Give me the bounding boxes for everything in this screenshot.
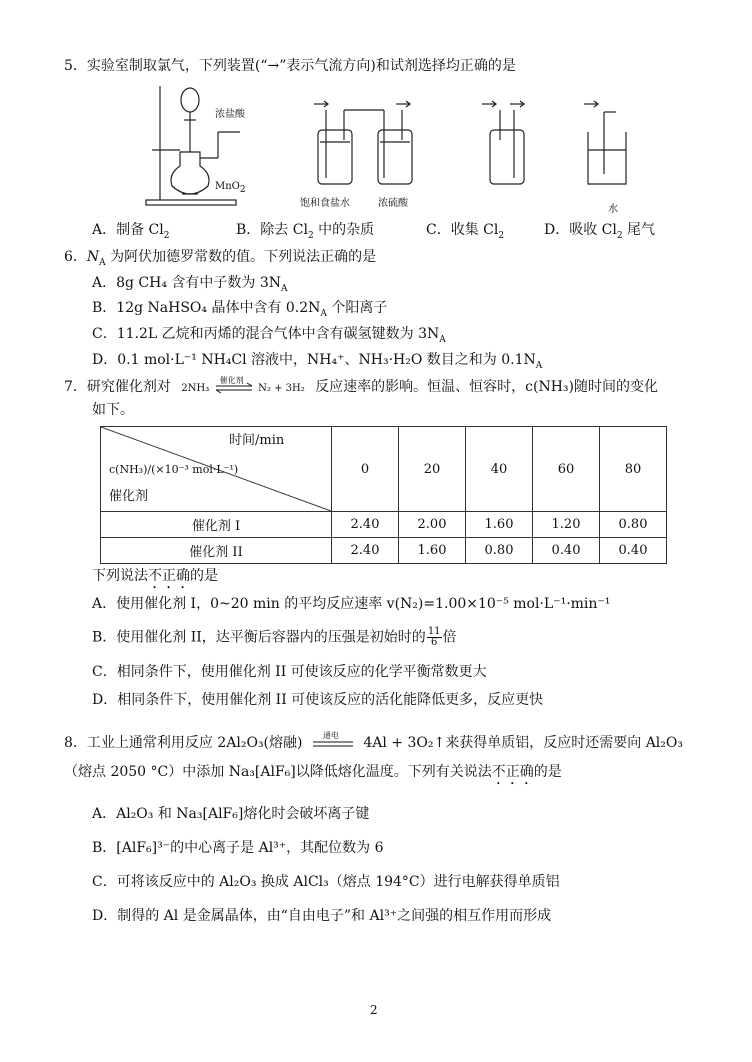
q7-question: 下列说法不正确的是 (92, 568, 218, 584)
cell: 0.40 (600, 538, 667, 564)
q6-option-c: C．11.2L 乙烷和丙烯的混合气体中含有碳氢键数为 $3N_A$ (92, 326, 446, 345)
row-label: 催化剂 II (101, 538, 332, 564)
q7-stem: 7．研究催化剂对 2NH₃ 催化剂 N₂ + 3H₂ 反应速率的影响。恒温、恒容时，c(NH₃)随时间的变化 (64, 376, 659, 395)
cell: 1.20 (533, 512, 600, 538)
q6-option-b: B．12g NaHSO₄ 晶体中含有 $0.2N_A$ 个阳离子 (92, 300, 388, 319)
time-header: 40 (466, 427, 533, 512)
q8-option-a: A．Al₂O₃ 和 Na₃[AlF₆]熔化时会破坏离子键 (92, 806, 370, 822)
q7-option-d: D．相同条件下，使用催化剂 II 可使该反应的活化能降低更多，反应更快 (92, 692, 544, 708)
label-conc-hcl: 浓盐酸 (215, 109, 245, 120)
q7-option-c: C．相同条件下，使用催化剂 II 可使该反应的化学平衡常数更大 (92, 664, 487, 680)
cell: 2.40 (332, 512, 399, 538)
cell: 0.80 (466, 538, 533, 564)
table-row (101, 538, 667, 564)
q8-option-b: B．[AlF₆]³⁻的中心离子是 Al³⁺，其配位数为 6 (92, 840, 384, 856)
cell: 0.80 (600, 512, 667, 538)
label-sat-nacl: 饱和食盐水 (300, 198, 350, 209)
q5-option-d: D．吸收 $Cl_2$ 尾气 (544, 222, 656, 241)
fraction: $\frac{11}{6}$ (427, 626, 441, 648)
time-header: 80 (600, 427, 667, 512)
cell: 2.00 (399, 512, 466, 538)
page-number: 2 (370, 1003, 378, 1017)
q8-stem-cont: （熔点 2050 °C）中添加 Na₃[AlF₆]以降低熔化温度。下列有关说法不正确的是 (64, 764, 562, 780)
row-label: 催化剂 I (101, 512, 332, 538)
concentration-table (100, 426, 667, 564)
q8-stem: 8．工业上通常利用反应 2Al₂O₃(熔融) 通电 4Al + 3O₂↑来获得单质铝，反应时还需要向 Al₂O₃ (64, 731, 683, 751)
table-row (101, 512, 667, 538)
time-header: 0 (332, 427, 399, 512)
table-diagonal-header: 时间/min c(NH₃)/(×10⁻³ mol·L⁻¹) 催化剂 (101, 427, 332, 512)
q7-option-b: B．使用催化剂 II，达平衡后容器内的压强是初始时的 $\frac{11}{6}$ 倍 (92, 626, 457, 648)
cell: 1.60 (466, 512, 533, 538)
q5-option-c: C．收集 $Cl_2$ (426, 222, 505, 241)
q8-option-d: D．制得的 Al 是金属晶体，由“自由电子”和 Al³⁺之间强的相互作用而形成 (92, 908, 552, 924)
q5-option-b: B．除去 $Cl_2$ 中的杂质 (236, 222, 375, 241)
label-water: 水 (608, 204, 618, 215)
label-mno2: MnO$_2$ (215, 181, 246, 195)
cell: 1.60 (399, 538, 466, 564)
q6-option-a: A．8g CH₄ 含有中子数为 $3N_A$ (92, 275, 288, 294)
q6-option-d: D．0.1 mol·L⁻¹ NH₄Cl 溶液中，NH₄⁺、NH₃·H₂O 数目之和为 $0.1N_A$ (92, 352, 543, 371)
q5-stem: 5．实验室制取氯气，下列装置(“→”表示气流方向)和试剂选择均正确的是 (64, 58, 516, 74)
q5-option-a: A．制备 $Cl_2$ (92, 222, 170, 241)
label-conc-h2so4: 浓硫酸 (378, 198, 408, 209)
reversible-arrow-icon: 催化剂 (214, 380, 254, 394)
cell: 2.40 (332, 538, 399, 564)
q8-option-c: C．可将该反应中的 Al₂O₃ 换成 AlCl₃（熔点 194°C）进行电解获得单质铝 (92, 874, 560, 890)
electrolysis-arrow-icon: 通电 (322, 731, 339, 740)
cell: 0.40 (533, 538, 600, 564)
time-header: 60 (533, 427, 600, 512)
q7-stem-cont: 如下。 (92, 402, 134, 418)
q6-stem: 6．$N_A$ 为阿伏加德罗常数的值。下列说法正确的是 (64, 249, 377, 268)
time-header: 20 (399, 427, 466, 512)
q7-option-a: A．使用催化剂 I，0~20 min 的平均反应速率 v(N₂)=1.00×10⁻⁵ mol·L⁻¹·min⁻¹ (92, 596, 611, 612)
